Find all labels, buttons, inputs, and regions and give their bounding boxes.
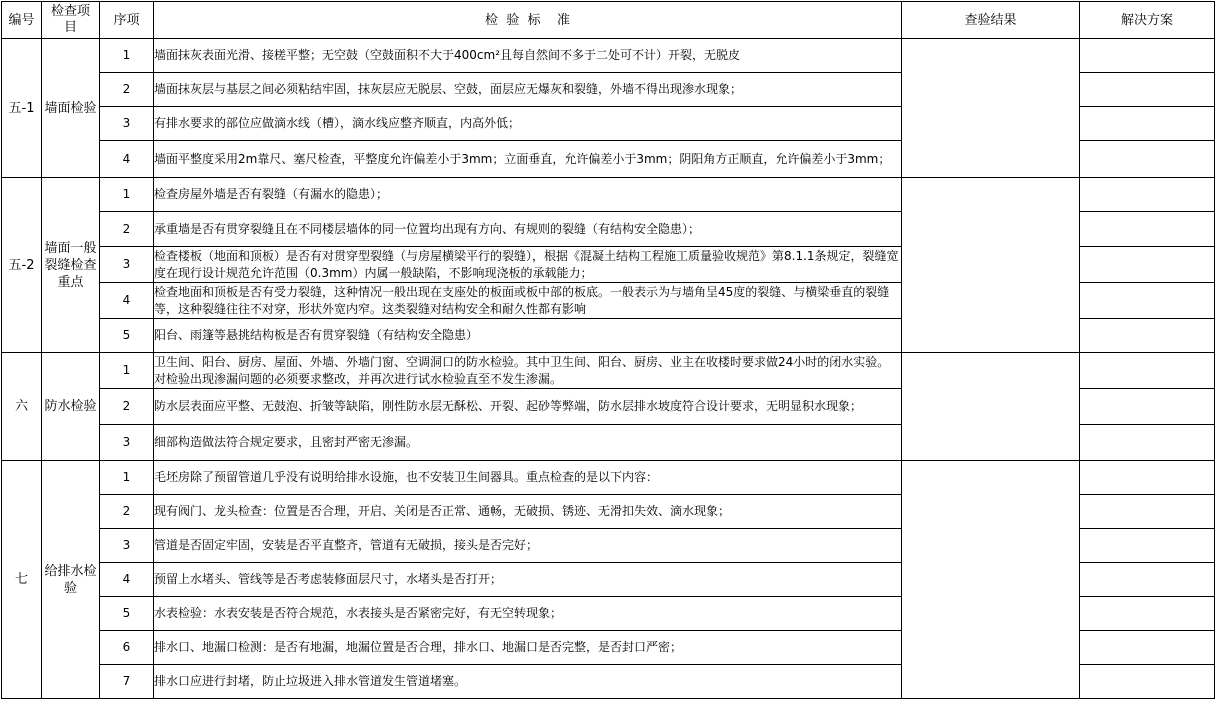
row-standard: 排水口、地漏口检测：是否有地漏，地漏位置是否合理，排水口、地漏口是否完整，是否封口严密；	[154, 631, 902, 665]
header-result: 查验结果	[902, 2, 1080, 39]
row-standard: 排水口应进行封堵，防止垃圾进入排水管道发生管道堵塞。	[154, 665, 902, 699]
solution-cell[interactable]	[1080, 212, 1215, 247]
row-standard: 墙面抹灰层与基层之间必须粘结牢固，抹灰层应无脱层、空鼓，面层应无爆灰和裂缝，外墙不得出现渗水现象；	[154, 73, 902, 107]
solution-cell[interactable]	[1080, 563, 1215, 597]
row-seq: 2	[100, 73, 154, 107]
row-seq: 4	[100, 283, 154, 319]
group-id: 七	[2, 461, 42, 699]
solution-cell[interactable]	[1080, 73, 1215, 107]
row-standard: 管道是否固定牢固，安装是否平直整齐，管道有无破损，接头是否完好；	[154, 529, 902, 563]
solution-cell[interactable]	[1080, 389, 1215, 425]
row-standard: 细部构造做法符合规定要求，且密封严密无渗漏。	[154, 425, 902, 461]
group-id: 六	[2, 353, 42, 461]
row-standard: 有排水要求的部位应做滴水线（槽），滴水线应整齐顺直，内高外低；	[154, 107, 902, 141]
row-seq: 4	[100, 563, 154, 597]
solution-cell[interactable]	[1080, 178, 1215, 212]
table-row	[2, 178, 1215, 212]
row-seq: 1	[100, 461, 154, 495]
solution-cell[interactable]	[1080, 319, 1215, 353]
solution-cell[interactable]	[1080, 39, 1215, 73]
row-seq: 2	[100, 212, 154, 247]
row-standard: 卫生间、阳台、厨房、屋面、外墙、外墙门窗、空调洞口的防水检验。其中卫生间、阳台、厨房、业主在收楼时要求做24小时的闭水实验。对检验出现渗漏问题的必须要求整改，并再次进行试水检验直至不发生渗漏。	[154, 353, 902, 389]
row-standard: 阳台、雨篷等悬挑结构板是否有贯穿裂缝（有结构安全隐患）	[154, 319, 902, 353]
row-standard: 水表检验：水表安装是否符合规范，水表接头是否紧密完好，有无空转现象；	[154, 597, 902, 631]
row-seq: 1	[100, 353, 154, 389]
group-id: 五-2	[2, 178, 42, 353]
group-id: 五-1	[2, 39, 42, 178]
row-seq: 3	[100, 529, 154, 563]
result-cell[interactable]	[902, 461, 1080, 699]
row-standard: 承重墙是否有贯穿裂缝且在不同楼层墙体的同一位置均出现有方向、有规则的裂缝（有结构安全隐患）；	[154, 212, 902, 247]
solution-cell[interactable]	[1080, 107, 1215, 141]
row-standard: 毛坯房除了预留管道几乎没有说明给排水设施，也不安装卫生间器具。重点检查的是以下内容：	[154, 461, 902, 495]
row-seq: 6	[100, 631, 154, 665]
row-standard: 墙面抹灰表面光滑、接槎平整；无空鼓（空鼓面积不大于400cm²且每自然间不多于二处可不计）开裂，无脱皮	[154, 39, 902, 73]
row-seq: 5	[100, 597, 154, 631]
solution-cell[interactable]	[1080, 495, 1215, 529]
row-standard: 防水层表面应平整、无鼓泡、折皱等缺陷，刚性防水层无酥松、开裂、起砂等弊端，防水层排水坡度符合设计要求，无明显积水现象；	[154, 389, 902, 425]
row-standard: 墙面平整度采用2m靠尺、塞尺检查，平整度允许偏差小于3mm；立面垂直，允许偏差小于3mm；阴阳角方正顺直，允许偏差小于3mm；	[154, 141, 902, 178]
row-standard: 检查房屋外墙是否有裂缝（有漏水的隐患）；	[154, 178, 902, 212]
row-seq: 1	[100, 39, 154, 73]
group-item: 给排水检验	[42, 461, 100, 699]
solution-cell[interactable]	[1080, 529, 1215, 563]
group-item: 防水检验	[42, 353, 100, 461]
row-standard: 检查地面和顶板是否有受力裂缝，这种情况一般出现在支座处的板面或板中部的板底。一般表示为与墙角呈45度的裂缝、与横梁垂直的裂缝等，这种裂缝往往不对穿，形状外宽内窄。这类裂缝对结构安全和耐久性都有影响	[154, 283, 902, 319]
table-row	[2, 39, 1215, 73]
row-standard: 预留上水堵头、管线等是否考虑装修面层尺寸，水堵头是否打开；	[154, 563, 902, 597]
header-standard: 检 验 标 准	[154, 2, 902, 39]
solution-cell[interactable]	[1080, 283, 1215, 319]
row-standard: 现有阀门、龙头检查：位置是否合理，开启、关闭是否正常、通畅，无破损、锈迹、无滑扣失效、滴水现象；	[154, 495, 902, 529]
table-row	[2, 353, 1215, 389]
solution-cell[interactable]	[1080, 247, 1215, 283]
row-seq: 2	[100, 495, 154, 529]
result-cell[interactable]	[902, 39, 1080, 178]
solution-cell[interactable]	[1080, 631, 1215, 665]
header-item-line1: 检查项	[50, 4, 90, 19]
row-seq: 3	[100, 247, 154, 283]
solution-cell[interactable]	[1080, 665, 1215, 699]
row-seq: 1	[100, 178, 154, 212]
solution-cell[interactable]	[1080, 461, 1215, 495]
header-row	[2, 2, 1215, 39]
row-seq: 7	[100, 665, 154, 699]
row-seq: 4	[100, 141, 154, 178]
group-item: 墙面一般裂缝检查重点	[42, 178, 100, 353]
solution-cell[interactable]	[1080, 597, 1215, 631]
header-item-line2: 目	[63, 20, 77, 35]
solution-cell[interactable]	[1080, 353, 1215, 389]
row-standard: 检查楼板（地面和顶板）是否有对贯穿型裂缝（与房屋横梁平行的裂缝），根据《混凝土结构工程施工质量验收规范》第8.1.1条规定，裂缝宽度在现行设计规范允许范围（0.3mm）内属一般缺陷，不影响现浇板的承载能力；	[154, 247, 902, 283]
row-seq: 3	[100, 425, 154, 461]
solution-cell[interactable]	[1080, 141, 1215, 178]
solution-cell[interactable]	[1080, 425, 1215, 461]
header-item	[42, 2, 100, 39]
inspection-table	[1, 1, 1215, 699]
header-seq: 序项	[100, 2, 154, 39]
group-item: 墙面检验	[42, 39, 100, 178]
row-seq: 5	[100, 319, 154, 353]
table-row	[2, 461, 1215, 495]
header-solution: 解决方案	[1080, 2, 1215, 39]
result-cell[interactable]	[902, 178, 1080, 353]
result-cell[interactable]	[902, 353, 1080, 461]
header-id: 编号	[2, 2, 42, 39]
row-seq: 2	[100, 389, 154, 425]
row-seq: 3	[100, 107, 154, 141]
